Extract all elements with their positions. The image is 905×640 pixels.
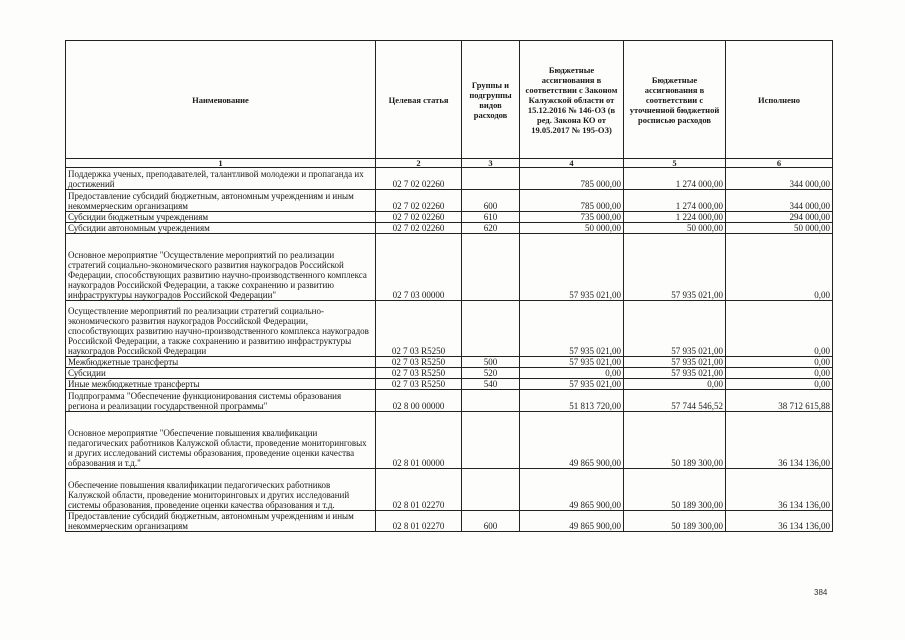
row-schedule-amount: 57 935 021,00 xyxy=(624,301,726,357)
row-executed-amount: 294 000,00 xyxy=(726,212,833,223)
row-name: Субсидии бюджетным учреждениям xyxy=(66,212,376,223)
row-schedule-amount: 57 744 546,52 xyxy=(624,390,726,412)
row-name: Основное мероприятие "Осуществление мероприятий по реализации стратегий социально-экономического развития наукоградов Российской Федерации, способствующих развитию научно-производственного комплекса наукоградов Российской Федерации, а также сохранению и развитию инфраструктуры наукоградов Российской Федерации" xyxy=(66,234,376,301)
row-law-amount: 57 935 021,00 xyxy=(520,234,624,301)
row-schedule-amount: 50 000,00 xyxy=(624,223,726,234)
column-number: 4 xyxy=(520,159,624,168)
row-executed-amount: 50 000,00 xyxy=(726,223,833,234)
row-expense-group: 600 xyxy=(462,190,520,212)
row-target-code: 02 8 00 00000 xyxy=(376,390,462,412)
row-executed-amount: 36 134 136,00 xyxy=(726,412,833,469)
row-target-code: 02 8 01 02270 xyxy=(376,511,462,532)
row-schedule-amount: 57 935 021,00 xyxy=(624,357,726,368)
row-expense-group: 610 xyxy=(462,212,520,223)
header-name: Наименование xyxy=(66,41,376,159)
table-row xyxy=(66,368,833,379)
table-row xyxy=(66,412,833,469)
row-schedule-amount: 1 274 000,00 xyxy=(624,168,726,190)
row-schedule-amount: 57 935 021,00 xyxy=(624,234,726,301)
row-name: Подпрограмма "Обеспечение функционирования системы образования региона и реализации государственной программы" xyxy=(66,390,376,412)
row-name: Предоставление субсидий бюджетным, автономным учреждениям и иным некоммерческим организациям xyxy=(66,190,376,212)
row-target-code: 02 7 02 02260 xyxy=(376,190,462,212)
row-target-code: 02 7 02 02260 xyxy=(376,223,462,234)
budget-table xyxy=(65,40,833,532)
row-target-code: 02 7 03 R5250 xyxy=(376,379,462,390)
row-expense-group xyxy=(462,168,520,190)
row-target-code: 02 7 03 R5250 xyxy=(376,357,462,368)
row-executed-amount: 0,00 xyxy=(726,301,833,357)
row-law-amount: 57 935 021,00 xyxy=(520,379,624,390)
row-target-code: 02 7 02 02260 xyxy=(376,212,462,223)
row-executed-amount: 0,00 xyxy=(726,379,833,390)
table-row xyxy=(66,223,833,234)
row-executed-amount: 36 134 136,00 xyxy=(726,511,833,532)
row-target-code: 02 8 01 00000 xyxy=(376,412,462,469)
table-row xyxy=(66,469,833,511)
table-row xyxy=(66,168,833,190)
page-number: 384 xyxy=(814,588,828,597)
column-number: 1 xyxy=(66,159,376,168)
row-law-amount: 57 935 021,00 xyxy=(520,357,624,368)
row-target-code: 02 7 02 02260 xyxy=(376,168,462,190)
row-name: Поддержка ученых, преподавателей, талантливой молодежи и пропаганда их достижений xyxy=(66,168,376,190)
row-expense-group xyxy=(462,469,520,511)
row-expense-group: 540 xyxy=(462,379,520,390)
row-expense-group: 600 xyxy=(462,511,520,532)
row-law-amount: 785 000,00 xyxy=(520,168,624,190)
header-target-article: Целевая статья xyxy=(376,41,462,159)
row-schedule-amount: 50 189 300,00 xyxy=(624,469,726,511)
row-law-amount: 49 865 900,00 xyxy=(520,412,624,469)
header-schedule-allocations: Бюджетные ассигнования в соответствии с уточненной бюджетной росписью расходов xyxy=(624,41,726,159)
row-expense-group: 500 xyxy=(462,357,520,368)
header-executed: Исполнено xyxy=(726,41,833,159)
row-executed-amount: 0,00 xyxy=(726,357,833,368)
row-law-amount: 49 865 900,00 xyxy=(520,511,624,532)
column-number: 2 xyxy=(376,159,462,168)
row-target-code: 02 7 03 R5250 xyxy=(376,301,462,357)
row-expense-group xyxy=(462,390,520,412)
row-schedule-amount: 50 189 300,00 xyxy=(624,412,726,469)
row-law-amount: 735 000,00 xyxy=(520,212,624,223)
row-executed-amount: 36 134 136,00 xyxy=(726,469,833,511)
table-row xyxy=(66,234,833,301)
row-expense-group xyxy=(462,412,520,469)
row-law-amount: 0,00 xyxy=(520,368,624,379)
row-law-amount: 50 000,00 xyxy=(520,223,624,234)
row-name: Иные межбюджетные трансферты xyxy=(66,379,376,390)
column-number: 3 xyxy=(462,159,520,168)
row-executed-amount: 0,00 xyxy=(726,234,833,301)
row-executed-amount: 344 000,00 xyxy=(726,168,833,190)
row-schedule-amount: 0,00 xyxy=(624,379,726,390)
row-executed-amount: 38 712 615,88 xyxy=(726,390,833,412)
row-name: Субсидии автономным учреждениям xyxy=(66,223,376,234)
row-name: Обеспечение повышения квалификации педагогических работников Калужской области, проведение мониторинговых и других исследований системы образования, проведение оценки качества образования и т.д. xyxy=(66,469,376,511)
row-schedule-amount: 57 935 021,00 xyxy=(624,368,726,379)
row-name: Предоставление субсидий бюджетным, автономным учреждениям и иным некоммерческим организациям xyxy=(66,511,376,532)
row-expense-group xyxy=(462,301,520,357)
row-name: Осуществление мероприятий по реализации стратегий социально-экономического развития наукоградов Российской Федерации, способствующих развитию научно-производственного комплекса наукоградов Российской Федерации, а также сохранению и развитию инфраструктуры наукоградов Российской Федерации xyxy=(66,301,376,357)
row-law-amount: 57 935 021,00 xyxy=(520,301,624,357)
row-executed-amount: 0,00 xyxy=(726,368,833,379)
row-name: Основное мероприятие "Обеспечение повышения квалификации педагогических работников Калужской области, проведение мониторинговых и других исследований системы образования, проведение оценки качества образования и т.д." xyxy=(66,412,376,469)
row-expense-group xyxy=(462,234,520,301)
row-schedule-amount: 50 189 300,00 xyxy=(624,511,726,532)
row-expense-group: 620 xyxy=(462,223,520,234)
table-row xyxy=(66,301,833,357)
row-law-amount: 49 865 900,00 xyxy=(520,469,624,511)
header-expense-groups: Группы и подгруппы видов расходов xyxy=(462,41,520,159)
row-schedule-amount: 1 274 000,00 xyxy=(624,190,726,212)
column-numbers-row xyxy=(66,159,833,168)
row-law-amount: 51 813 720,00 xyxy=(520,390,624,412)
row-target-code: 02 7 03 R5250 xyxy=(376,368,462,379)
row-expense-group: 520 xyxy=(462,368,520,379)
row-target-code: 02 7 03 00000 xyxy=(376,234,462,301)
table-row xyxy=(66,511,833,532)
row-target-code: 02 8 01 02270 xyxy=(376,469,462,511)
table-header-row xyxy=(66,41,833,159)
table-row xyxy=(66,190,833,212)
row-law-amount: 785 000,00 xyxy=(520,190,624,212)
column-number: 5 xyxy=(624,159,726,168)
column-number: 6 xyxy=(726,159,833,168)
table-row xyxy=(66,212,833,223)
row-name: Межбюджетные трансферты xyxy=(66,357,376,368)
table-row xyxy=(66,379,833,390)
header-law-allocations: Бюджетные ассигнования в соответствии с Законом Калужской области от 15.12.2016 № 146-ОЗ (в ред. Закона КО от 19.05.2017 № 195-ОЗ) xyxy=(520,41,624,159)
table-row xyxy=(66,390,833,412)
row-executed-amount: 344 000,00 xyxy=(726,190,833,212)
row-name: Субсидии xyxy=(66,368,376,379)
row-schedule-amount: 1 224 000,00 xyxy=(624,212,726,223)
table-row xyxy=(66,357,833,368)
